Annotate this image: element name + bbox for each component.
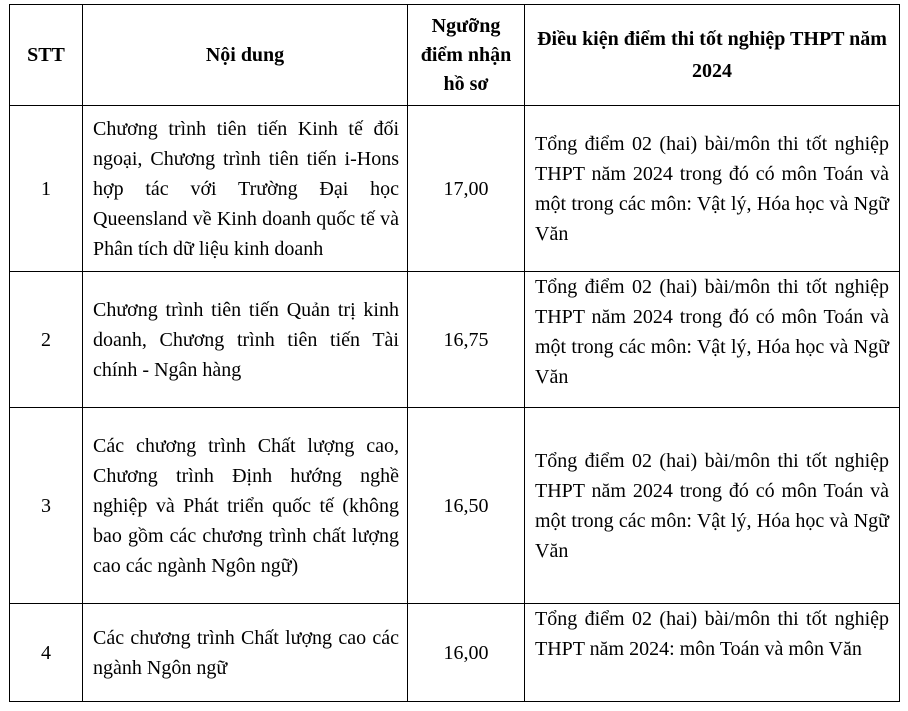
row-condition: Tổng điểm 02 (hai) bài/môn thi tốt nghiệp THPT năm 2024 trong đó có môn Toán và một trong các môn: Vật lý, Hóa học và Ngữ Văn: [525, 272, 900, 408]
row-condition: Tổng điểm 02 (hai) bài/môn thi tốt nghiệp THPT năm 2024: môn Toán và môn Văn: [525, 604, 900, 702]
table-row: [10, 408, 900, 604]
row-threshold: 16,50: [408, 408, 525, 604]
table-row: [10, 106, 900, 272]
row-content: Các chương trình Chất lượng cao các ngành Ngôn ngữ: [83, 604, 408, 702]
table-row: [10, 604, 900, 702]
row-stt: 3: [10, 408, 83, 604]
row-stt: 4: [10, 604, 83, 702]
header-threshold: Ngưỡng điểm nhận hồ sơ: [408, 5, 525, 106]
header-content: Nội dung: [83, 5, 408, 106]
row-stt: 2: [10, 272, 83, 408]
row-stt: 1: [10, 106, 83, 272]
row-threshold: 16,00: [408, 604, 525, 702]
table-row: [10, 272, 900, 408]
row-content: Chương trình tiên tiến Quản trị kinh doanh, Chương trình tiên tiến Tài chính - Ngân hàng: [83, 272, 408, 408]
header-row: [10, 5, 900, 106]
row-content: Chương trình tiên tiến Kinh tế đối ngoại, Chương trình tiên tiến i-Hons hợp tác với Trường Đại học Queensland về Kinh doanh quốc tế và Phân tích dữ liệu kinh doanh: [83, 106, 408, 272]
row-content: Các chương trình Chất lượng cao, Chương trình Định hướng nghề nghiệp và Phát triển quốc tế (không bao gồm các chương trình chất lượng cao các ngành Ngôn ngữ): [83, 408, 408, 604]
admission-threshold-table: [9, 4, 900, 702]
row-condition: Tổng điểm 02 (hai) bài/môn thi tốt nghiệp THPT năm 2024 trong đó có môn Toán và một trong các môn: Vật lý, Hóa học và Ngữ Văn: [525, 408, 900, 604]
header-condition: Điều kiện điểm thi tốt nghiệp THPT năm 2024: [525, 5, 900, 106]
header-stt: STT: [10, 5, 83, 106]
row-threshold: 17,00: [408, 106, 525, 272]
row-condition: Tổng điểm 02 (hai) bài/môn thi tốt nghiệp THPT năm 2024 trong đó có môn Toán và một trong các môn: Vật lý, Hóa học và Ngữ Văn: [525, 106, 900, 272]
row-threshold: 16,75: [408, 272, 525, 408]
